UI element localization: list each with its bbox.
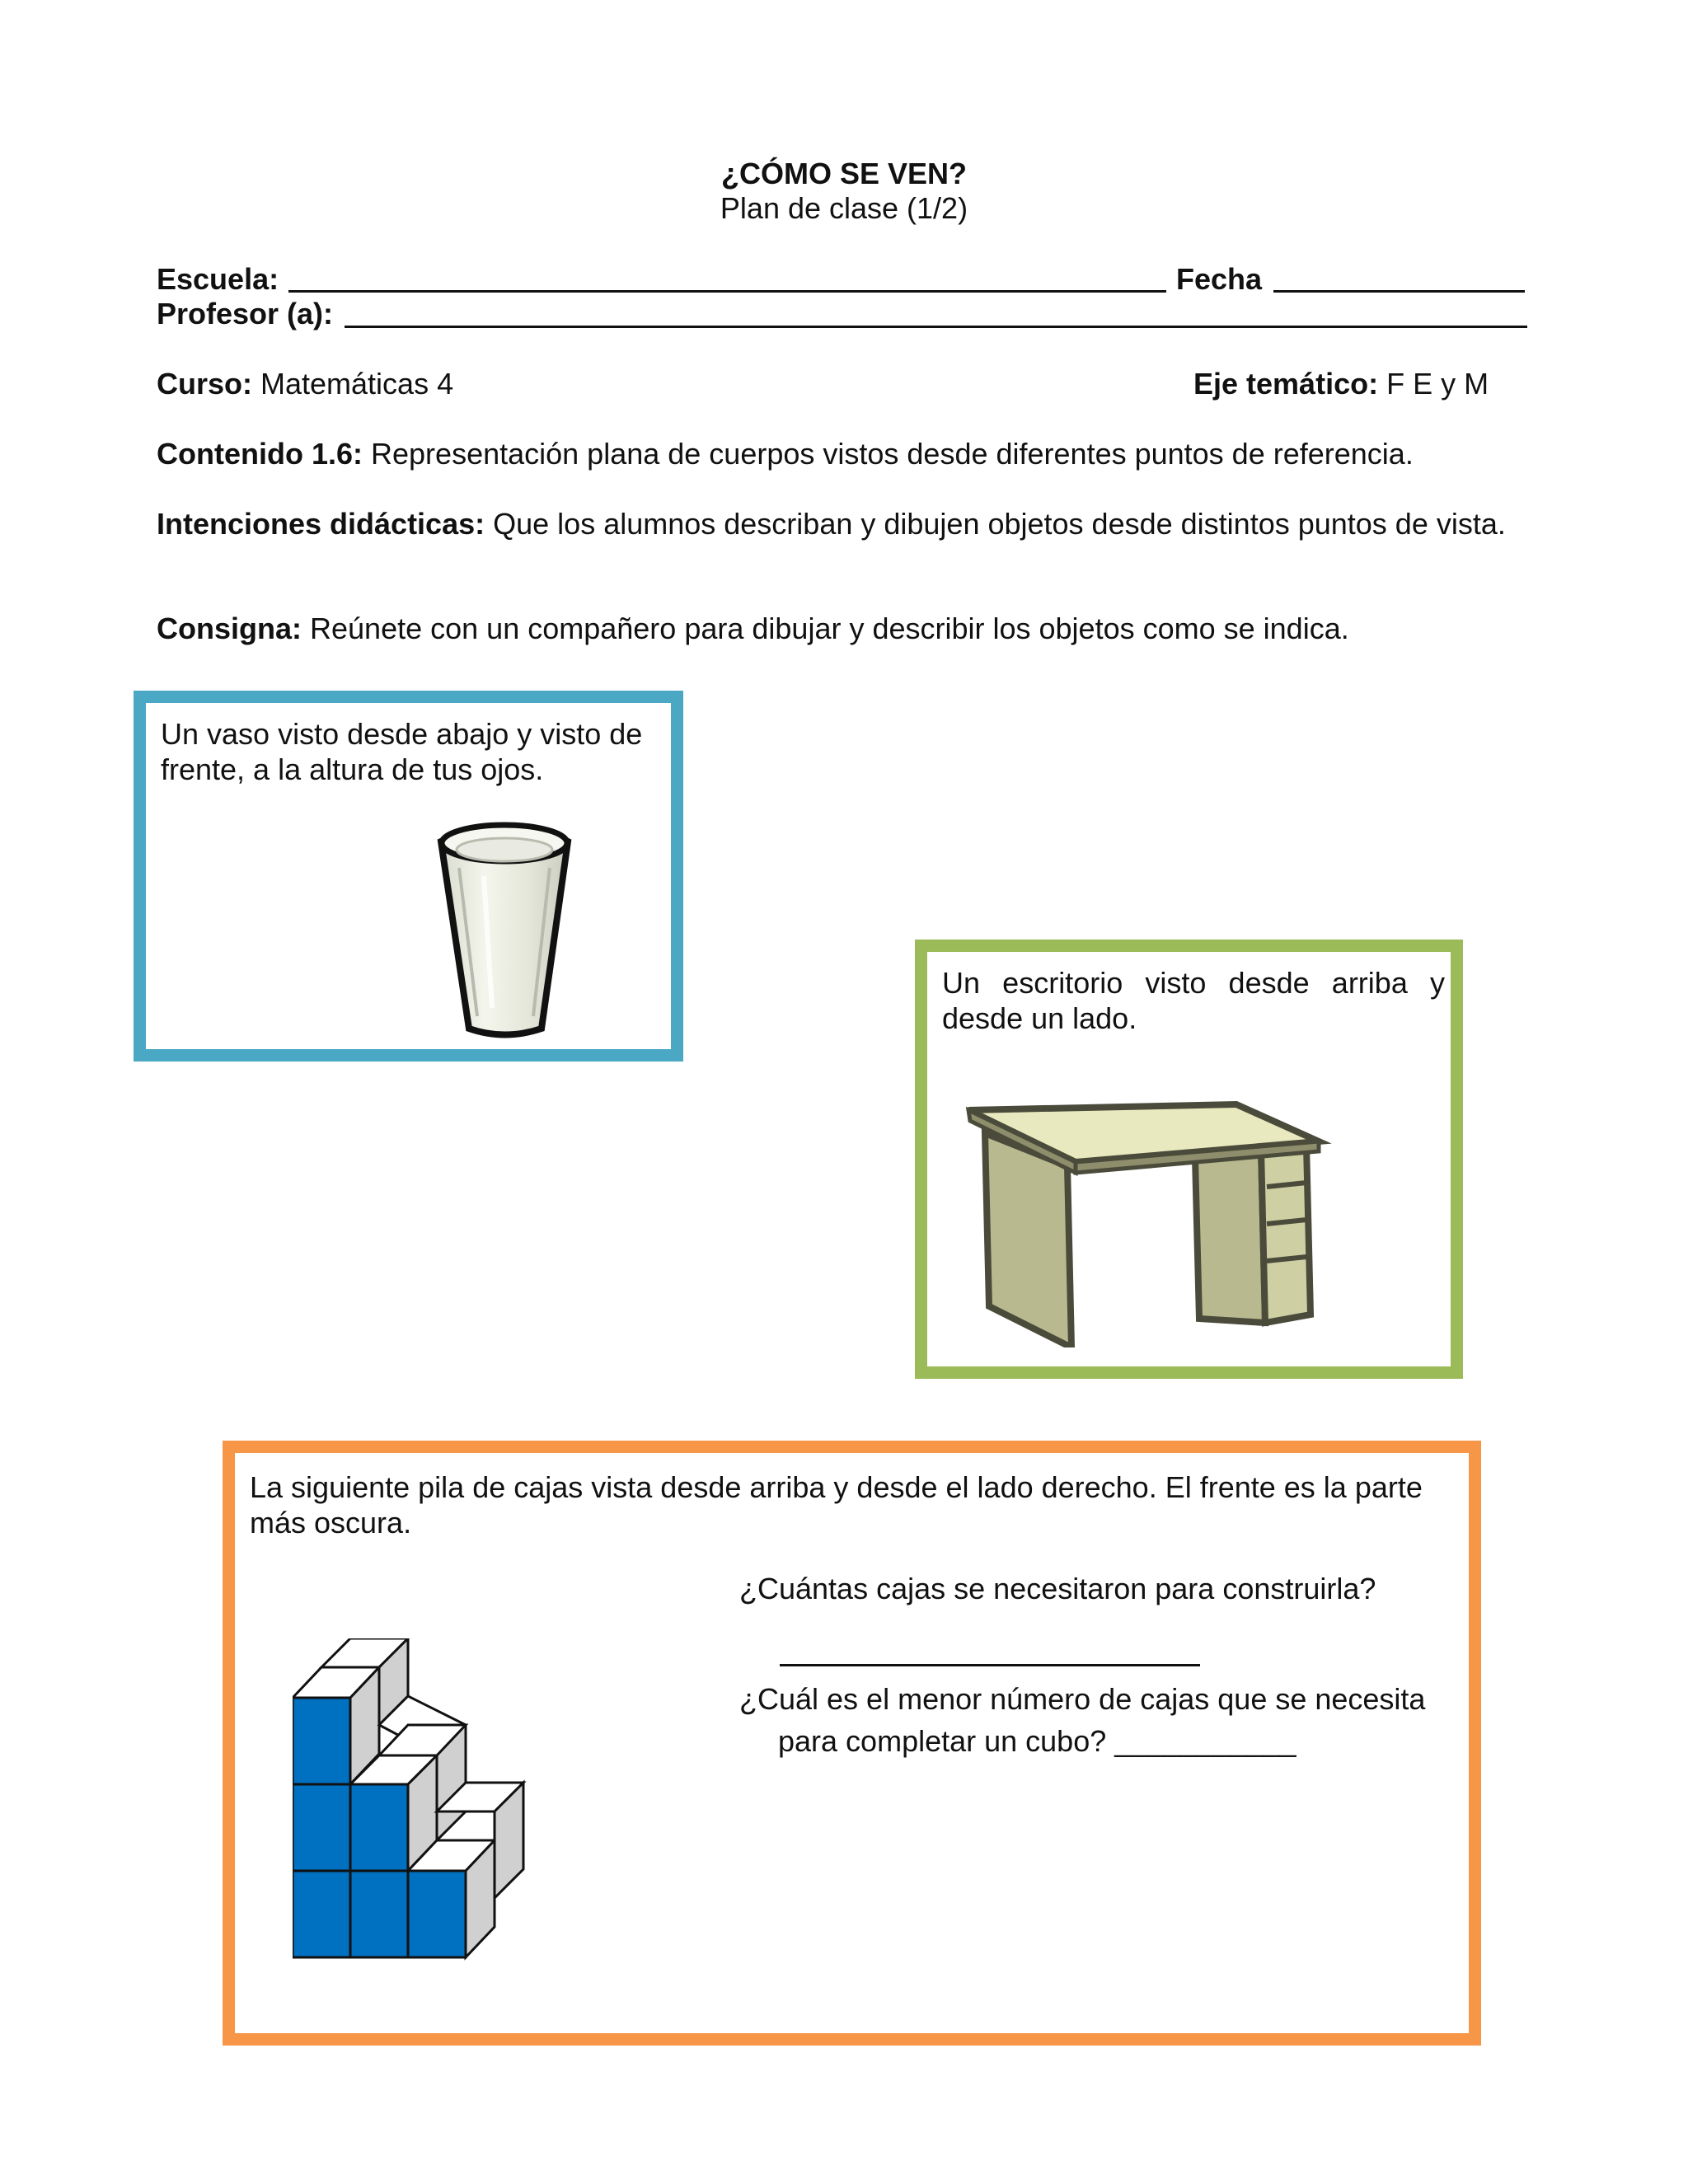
stacked-cubes-figure bbox=[293, 1638, 639, 1985]
intentions-paragraph bbox=[157, 506, 1533, 542]
intentions-label: Intenciones didácticas: bbox=[157, 507, 485, 541]
glass-of-milk-icon bbox=[426, 818, 583, 1041]
instruction-paragraph bbox=[157, 611, 1533, 647]
page-title: ¿CÓMO SE VEN? bbox=[720, 157, 968, 190]
course-label: Curso: bbox=[157, 367, 252, 401]
course-value: Matemáticas 4 bbox=[260, 367, 454, 401]
school-field[interactable] bbox=[288, 290, 1166, 293]
course-line bbox=[157, 366, 453, 402]
content-value: Representación plana de cuerpos vistos desde diferentes puntos de referencia. bbox=[371, 437, 1414, 471]
boxes-card-text: La siguiente pila de cajas vista desde arriba y desde el lado derecho. El frente es la parte más oscura. bbox=[250, 1470, 1423, 1540]
teacher-label: Profesor (a): bbox=[157, 297, 334, 330]
content-paragraph bbox=[157, 436, 1533, 472]
boxes-card bbox=[223, 1441, 1481, 2046]
axis-value: F E y M bbox=[1386, 367, 1489, 401]
question-1: ¿Cuántas cajas se necesitaron para construirla? bbox=[739, 1572, 1376, 1605]
answer-1-line[interactable] bbox=[780, 1664, 1200, 1666]
instruction-value: Reúnete con un compañero para dibujar y describir los objetos como se indica. bbox=[310, 612, 1349, 645]
page-subtitle: Plan de clase (1/2) bbox=[720, 191, 968, 225]
instruction-label: Consigna: bbox=[157, 612, 302, 645]
teacher-field[interactable] bbox=[345, 326, 1527, 328]
school-label: Escuela: bbox=[157, 262, 279, 296]
date-label: Fecha bbox=[1176, 262, 1263, 296]
glass-card-text: Un vaso visto desde abajo y visto de frente, a la altura de tus ojos. bbox=[161, 717, 643, 786]
desk-card-text: Un escritorio visto desde arriba y desde un lado. bbox=[942, 966, 1445, 1035]
desk-icon bbox=[960, 1100, 1372, 1347]
axis-label: Eje temático: bbox=[1193, 367, 1379, 401]
glass-card bbox=[134, 691, 683, 1062]
axis-line bbox=[1193, 366, 1489, 402]
question-2-line-1: ¿Cuál es el menor número de cajas que se necesita bbox=[739, 1682, 1426, 1716]
desk-card bbox=[915, 940, 1463, 1379]
content-label: Contenido 1.6: bbox=[157, 437, 363, 471]
date-field[interactable] bbox=[1273, 290, 1525, 293]
question-2-line-2: para completar un cubo? ___________ bbox=[778, 1724, 1296, 1758]
intentions-value: Que los alumnos describan y dibujen objetos desde distintos puntos de vista. bbox=[493, 507, 1506, 541]
